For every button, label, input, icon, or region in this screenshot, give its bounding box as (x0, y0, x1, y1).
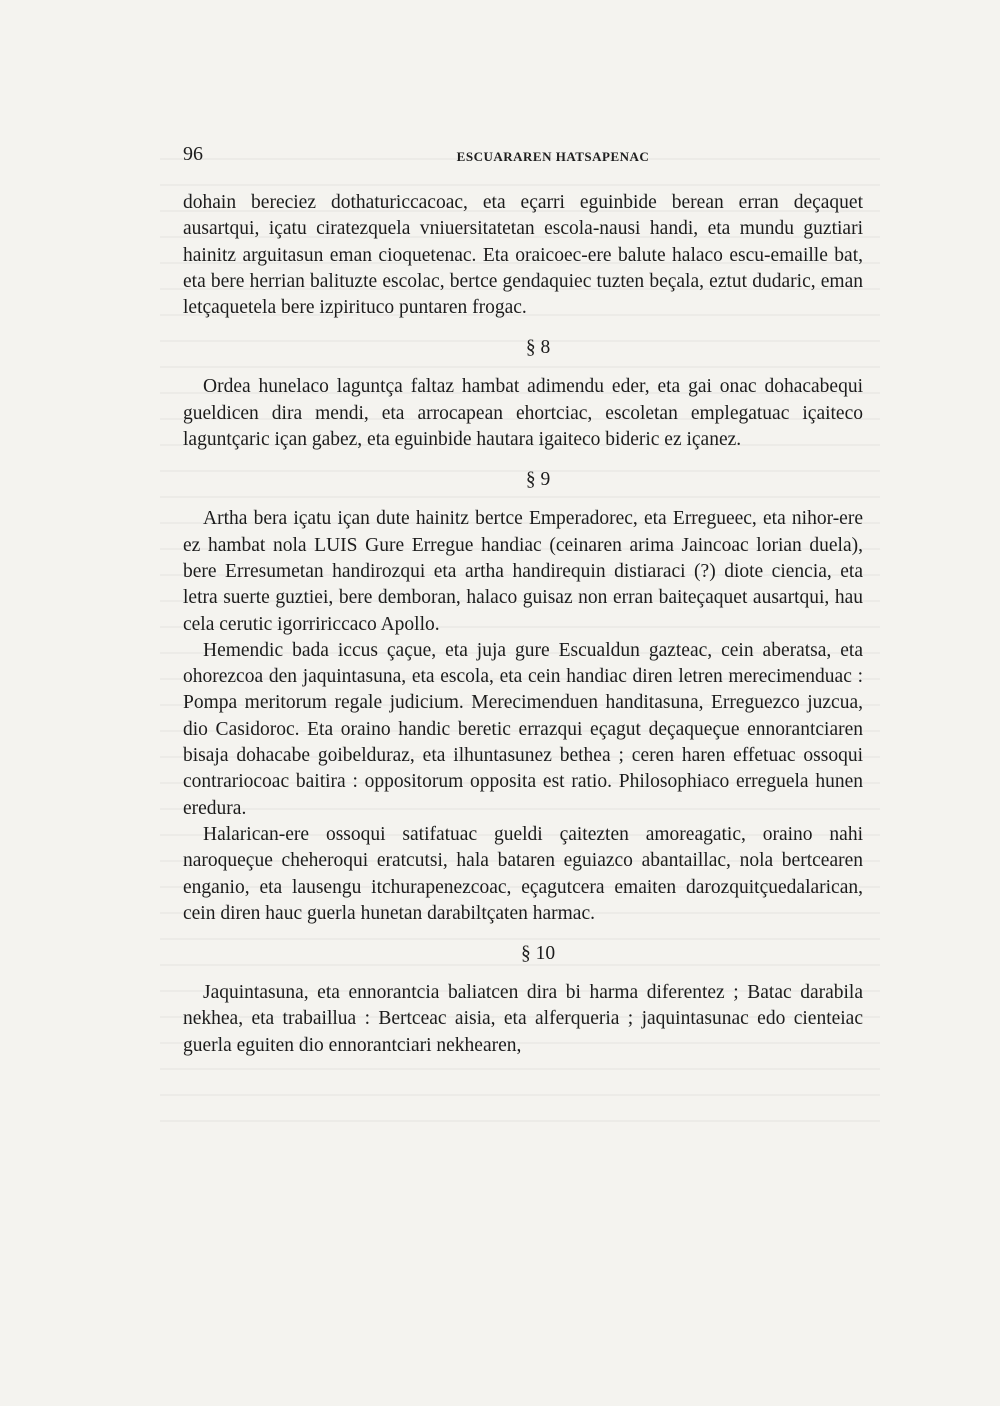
paragraph: Artha bera içatu içan dute hainitz bertce Emperadorec, eta Erregueec, eta nihor-ere ez hambat nola LUIS Gure Erregue handiac (ceinaren arima Jaincoac lorian duela), bere Erresumetan handirozqui eta artha handirequin distiaraci (?) diote ciencia, eta letra suerte guztiei, bere demboran, halaco guisaz non erran baiteçaquet ausartqui, hau cela cerutic igorririccaco Apollo. (183, 508, 863, 635)
page-header (183, 143, 863, 173)
running-title: ESCUARAREN HATSAPENAC (456, 149, 650, 164)
paragraph: Halarican-ere ossoqui satifatuac gueldi çaitezten amoreagatic, oraino nahi naroqueçue cheheroqui eratcutsi, hala bataren eguiazco abantaillac, nola bertcearen enganio, eta lausengu itchurapenezcoac, eçagutcera emaiten darozquitçuedalarican, cein diren hauc guerla hunetan darabiltçaten harmac. (183, 823, 863, 924)
paragraph: Ordea hunelaco laguntça faltaz hambat adimendu eder, eta gai onac dohacabequi gueldicen dira mendi, eta arrocapean ehortciac, escoletan emplegatuac içaiteco laguntçaric içan gabez, eta eguinbide hautara igaiteco bideric ez içanez. (183, 376, 863, 451)
section-heading: § 8 (525, 337, 551, 359)
paragraph: Jaquintasuna, eta ennorantcia baliatcen dira bi harma diferentez ; Batac darabila nekhea, eta trabaillua : Bertceac aisia, eta alferqueria ; jaquintasunac edo cienteiac guerla eguiten dio ennorantciari nekhearen, (183, 982, 863, 1056)
body-text (183, 190, 863, 1059)
paragraph: dohain bereciez dothaturiccacoac, eta eçarri eguinbide berean erran deçaquet ausartqui, içatu ciratezquela vniuersitatetan escola-nausi handi, eta mundu guztiari hainitz arguitasun eman cioquetenac. Eta oraicoec-ere balute halaco escu-emaille bat, eta bere herrian balituzte escolac, bertce gendaquiec tuzten beçala, eztut dudaric, eman letçaquetela bere izpirituco puntaren frogac. (183, 192, 863, 319)
page-number: 96 (183, 143, 203, 165)
paragraph: Hemendic bada iccus çaçue, eta juja gure Escualdun gazteac, cein aberatsa, eta ohorezcoa den jaquintasuna, eta escola, eta cein handiac diren letren merecimenduac : Pompa meritorum regale judicium. Merecimenduen handitasuna, Erreguezco juzcua, dio Casidoroc. Eta oraino handic beretic errazqui eçagut deçaqueçue ennorantciaren bisaja dohacabe goibelduraz, eta ilhuntasunez bethea ; ceren haren effetuac ossoqui contrariocoac baitira : oppositorum opposita est ratio. Philosophiaco erreguela hunen eredura. (183, 639, 863, 819)
section-heading: § 9 (525, 469, 551, 491)
section-heading: § 10 (520, 943, 556, 965)
